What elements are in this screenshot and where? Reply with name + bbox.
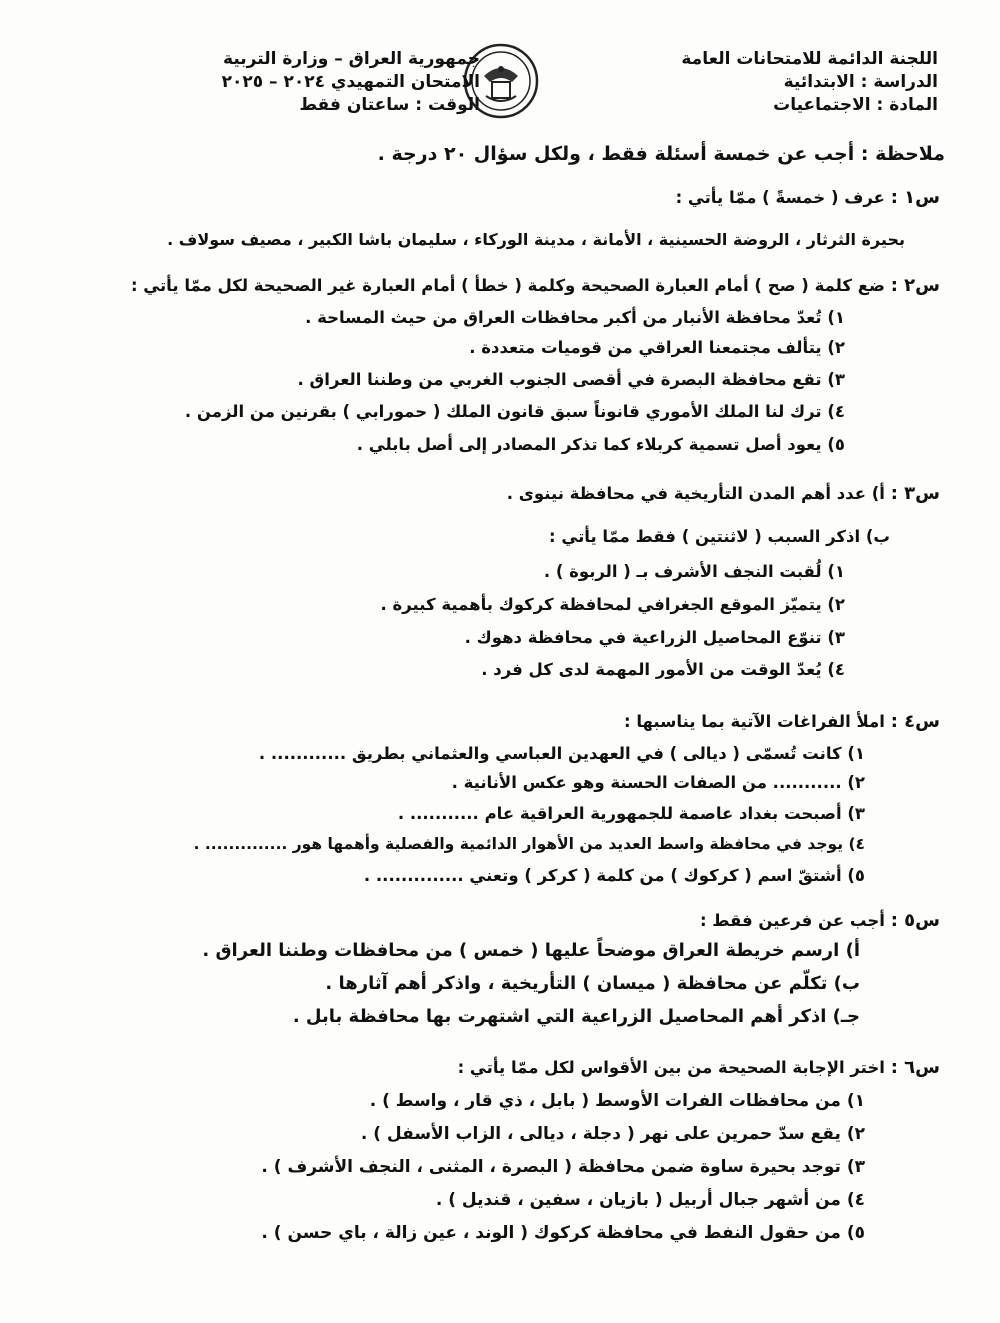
q3-heading — [507, 483, 940, 504]
q5-item-b: ب) تكلّم عن محافظة ( ميسان ) التأريخية ، واذكر أهم آثارها . — [325, 973, 860, 994]
q6-item-1: ١) من محافظات الفرات الأوسط ( بابل ، ذي قار ، واسط ) . — [369, 1091, 865, 1111]
q4-heading — [624, 711, 940, 732]
q1-text: عرف ( خمسةً ) ممّا يأتي : — [675, 188, 885, 207]
time-label: الوقت : ساعتان فقط — [299, 95, 480, 115]
q6-text: اختر الإجابة الصحيحة من بين الأقواس لكل ممّا يأتي : — [457, 1058, 885, 1077]
q4-item-5: ٥) أشتقّ اسم ( كركوك ) من كلمة ( كركر ) وتعني .............. . — [363, 866, 865, 885]
q6-item-5: ٥) من حقول النفط في محافظة كركوك ( الوند ، عين زالة ، باي حسن ) . — [261, 1223, 865, 1243]
q2-item-1: ١) تُعدّ محافظة الأنبار من أكبر محافظات العراق من حيث المساحة . — [305, 308, 845, 327]
q2-item-2: ٢) يتألف مجتمعنا العراقي من قوميات متعددة . — [469, 338, 845, 357]
exam-label: الامتحان التمهيدي ٢٠٢٤ – ٢٠٢٥ — [221, 72, 480, 92]
stage-label: الدراسة : الابتدائية — [783, 72, 938, 92]
q4-text: املأ الفراغات الآتية بما يناسبها : — [624, 712, 885, 731]
republic-label: جمهورية العراق – وزارة التربية — [223, 49, 480, 69]
q3-number: س٣ : — [890, 483, 940, 504]
q3-item-3: ٣) تنوّع المحاصيل الزراعية في محافظة دهوك . — [464, 628, 845, 647]
header-ministry-block — [150, 48, 480, 117]
q5-item-a: أ) ارسم خريطة العراق موضحاً عليها ( خمس ) من محافظات وطننا العراق . — [202, 940, 860, 961]
q1-heading — [676, 187, 940, 208]
q2-text: ضع كلمة ( صح ) أمام العبارة الصحيحة وكلمة ( خطأ ) أمام العبارة غير الصحيحة لكل ممّا يأتي : — [130, 276, 885, 295]
q6-number: س٦ : — [890, 1057, 940, 1078]
q6-item-4: ٤) من أشهر جبال أربيل ( بازيان ، سفين ، قنديل ) . — [435, 1190, 865, 1210]
q4-item-2: ٢) ........... من الصفات الحسنة وهو عكس الأنانية . — [451, 773, 865, 792]
q3-item-2: ٢) يتميّز الموقع الجغرافي لمحافظة كركوك بأهمية كبيرة . — [380, 595, 845, 614]
q5-number: س٥ : — [890, 910, 940, 931]
q4-item-3: ٣) أصبحت بغداد عاصمة للجمهورية العراقية عام ........... . — [397, 804, 865, 823]
committee-name: اللجنة الدائمة للامتحانات العامة — [681, 49, 938, 69]
q5-heading — [700, 910, 940, 931]
q4-item-4: ٤) يوجد في محافظة واسط العديد من الأهوار الدائمية والفصلية وأهمها هور .............. . — [193, 835, 865, 853]
q3-item-1: ١) لُقبت النجف الأشرف بـ ( الربوة ) . — [543, 562, 845, 581]
q2-heading — [131, 275, 940, 296]
q2-item-3: ٣) تقع محافظة البصرة في أقصى الجنوب الغربي من وطننا العراق . — [297, 370, 845, 389]
q2-item-4: ٤) ترك لنا الملك الأموري قانوناً سبق قانون الملك ( حمورابي ) بقرنين من الزمن . — [184, 402, 845, 421]
subject-label: المادة : الاجتماعيات — [773, 95, 938, 115]
q6-item-2: ٢) يقع سدّ حمرين على نهر ( دجلة ، ديالى ، الزاب الأسفل ) . — [360, 1124, 865, 1144]
q1-terms: بحيرة الثرثار ، الروضة الحسينية ، الأمانة ، مدينة الوركاء ، سليمان باشا الكبير ، مصيف سولاف . — [167, 230, 905, 249]
q5-item-c: جـ) اذكر أهم المحاصيل الزراعية التي اشتهرت بها محافظة بابل . — [292, 1006, 860, 1027]
q3-part-b: ب) اذكر السبب ( لاثنتين ) فقط ممّا يأتي : — [549, 527, 890, 546]
q4-number: س٤ : — [890, 711, 940, 732]
q6-item-3: ٣) توجد بحيرة ساوة ضمن محافظة ( البصرة ، المثنى ، النجف الأشرف ) . — [261, 1157, 865, 1177]
q3-part-a: أ) عدد أهم المدن التأريخية في محافظة نينوى . — [506, 484, 885, 503]
header-committee-block — [618, 48, 938, 117]
q6-heading — [458, 1057, 940, 1078]
q2-item-5: ٥) يعود أصل تسمية كربلاء كما تذكر المصادر إلى أصل بابلي . — [356, 435, 845, 454]
q1-number: س١ : — [890, 187, 940, 208]
q5-text: أجب عن فرعين فقط : — [699, 911, 885, 930]
q2-number: س٢ : — [890, 275, 940, 296]
q4-item-1: ١) كانت تُسمّى ( ديالى ) في العهدين العباسي والعثماني بطريق ............ . — [258, 744, 865, 763]
q3-item-4: ٤) يُعدّ الوقت من الأمور المهمة لدى كل فرد . — [481, 660, 845, 679]
instructions-note: ملاحظة : أجب عن خمسة أسئلة فقط ، ولكل سؤال ٢٠ درجة . — [377, 143, 945, 165]
